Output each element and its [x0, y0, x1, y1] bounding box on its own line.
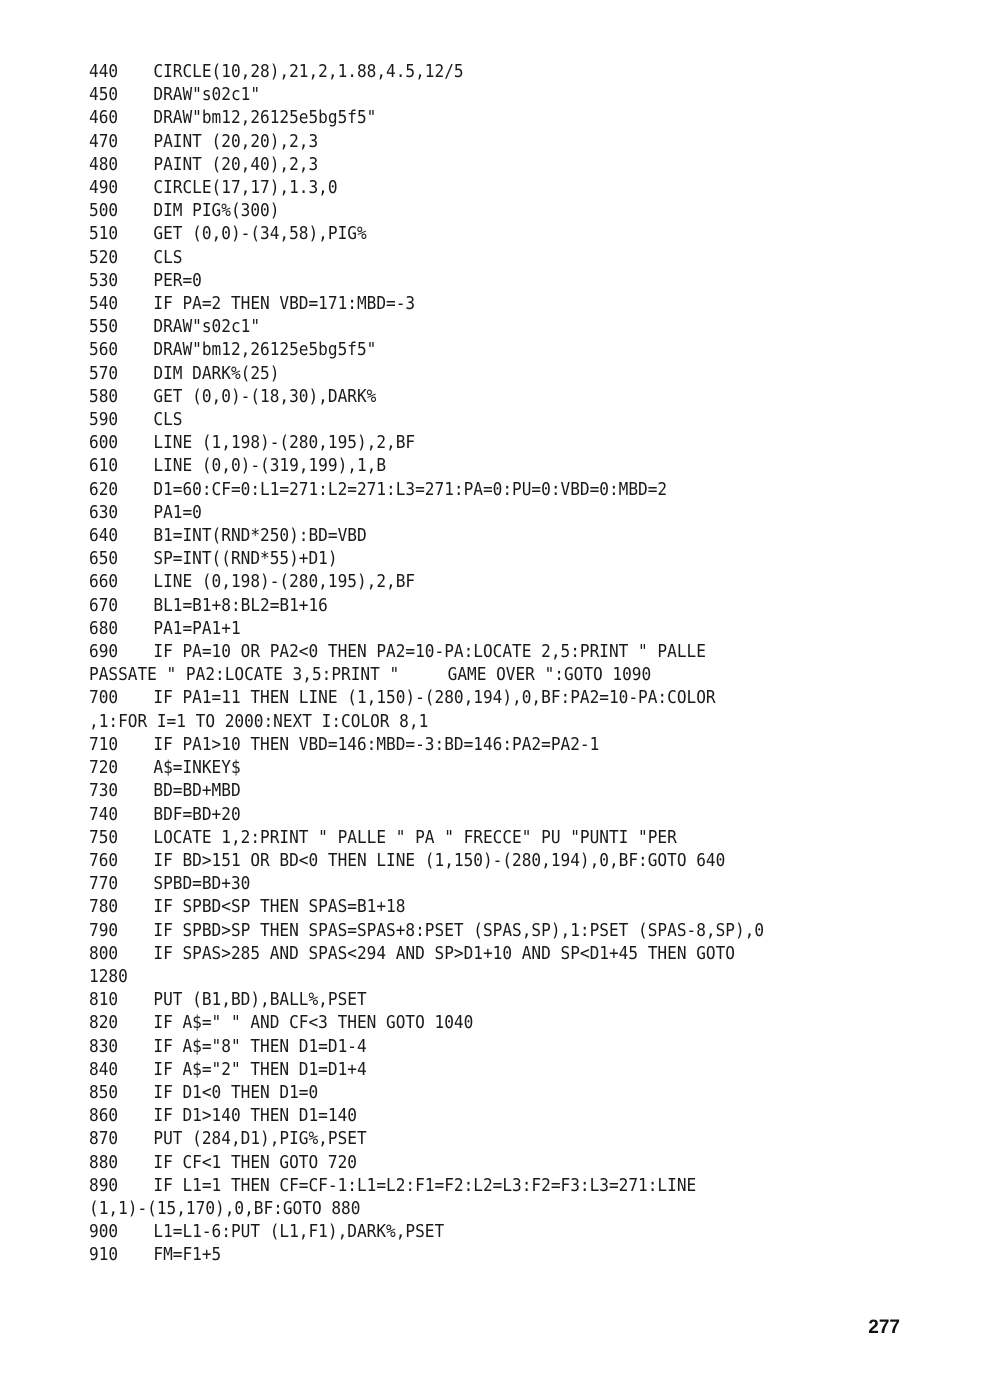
line-number: 450 [89, 85, 119, 106]
statement: IF CF<1 THEN GOTO 720 [153, 1152, 357, 1173]
statement: DRAW"bm12,26125e5bg5f5" [153, 108, 377, 129]
statement: IF D1<0 THEN D1=0 [153, 1082, 319, 1103]
line-number: 810 [89, 990, 119, 1011]
code-line [89, 641, 880, 664]
statement: LINE (0,0)-(319,199),1,B [153, 456, 387, 477]
statement: PA1=0 [153, 502, 202, 523]
code-line [89, 363, 880, 386]
code-line [89, 943, 880, 966]
statement: SP=INT((RND*55)+D1) [153, 549, 338, 570]
statement: PAINT (20,20),2,3 [153, 131, 319, 152]
line-number: 650 [89, 549, 119, 570]
statement: IF A$=" " AND CF<3 THEN GOTO 1040 [153, 1013, 474, 1034]
statement: IF SPBD>SP THEN SPAS=SPAS+8:PSET (SPAS,SP),1:PSET (SPAS-8,SP),0 [153, 920, 765, 941]
code-line [89, 1105, 880, 1128]
code-line [89, 734, 880, 757]
statement: BL1=B1+8:BL2=B1+16 [153, 595, 328, 616]
code-line [89, 479, 880, 502]
code-line [89, 432, 880, 455]
line-number: 720 [89, 758, 119, 779]
code-line [89, 1221, 880, 1244]
line-number: 730 [89, 781, 119, 802]
continuation-line [89, 1198, 880, 1221]
statement: CIRCLE(17,17),1.3,0 [153, 178, 338, 199]
code-line [89, 873, 880, 896]
code-line [89, 339, 880, 362]
line-number: 520 [89, 247, 119, 268]
line-number: 620 [89, 479, 119, 500]
statement: IF SPAS>285 AND SPAS<294 AND SP>D1+10 AND SP<D1+45 THEN GOTO [153, 943, 735, 964]
line-number: 760 [89, 850, 119, 871]
line-number: 820 [89, 1013, 119, 1034]
code-line [89, 595, 880, 618]
code-line [89, 84, 880, 107]
statement: SPBD=BD+30 [153, 874, 251, 895]
statement: L1=L1-6:PUT (L1,F1),DARK%,PSET [153, 1222, 445, 1243]
line-number: 670 [89, 595, 119, 616]
statement: IF SPBD<SP THEN SPAS=B1+18 [153, 897, 406, 918]
line-number: 570 [89, 363, 119, 384]
code-line [89, 780, 880, 803]
line-number: 530 [89, 270, 119, 291]
statement: IF PA1=11 THEN LINE (1,150)-(280,194),0,BF:PA2=10-PA:COLOR [153, 688, 716, 709]
line-number: 690 [89, 642, 119, 663]
line-number: 640 [89, 526, 119, 547]
code-line [89, 827, 880, 850]
line-number: 490 [89, 178, 119, 199]
code-line [89, 1244, 880, 1267]
code-line [89, 1128, 880, 1151]
code-line [89, 107, 880, 130]
statement: CLS [153, 410, 183, 431]
code-line [89, 687, 880, 710]
statement: IF L1=1 THEN CF=CF-1:L1=L2:F1=F2:L2=L3:F2=F3:L3=271:LINE [153, 1175, 697, 1196]
statement: LOCATE 1,2:PRINT " PALLE " PA " FRECCE" PU "PUNTI "PER [153, 827, 677, 848]
line-number: 790 [89, 920, 119, 941]
line-number: 460 [89, 108, 119, 129]
code-line [89, 154, 880, 177]
code-line [89, 1175, 880, 1198]
statement: PER=0 [153, 270, 202, 291]
code-line [89, 293, 880, 316]
line-number: 850 [89, 1082, 119, 1103]
statement: LINE (1,198)-(280,195),2,BF [153, 433, 416, 454]
line-number: 910 [89, 1245, 119, 1266]
line-number: 860 [89, 1106, 119, 1127]
statement: CLS [153, 247, 183, 268]
statement-continuation: 1280 [89, 966, 128, 987]
line-number: 610 [89, 456, 119, 477]
code-line [89, 223, 880, 246]
statement: IF D1>140 THEN D1=140 [153, 1106, 357, 1127]
line-number: 880 [89, 1152, 119, 1173]
statement: IF PA=10 OR PA2<0 THEN PA2=10-PA:LOCATE 2,5:PRINT " PALLE [153, 642, 706, 663]
statement: PUT (284,D1),PIG%,PSET [153, 1129, 367, 1150]
code-line [89, 1059, 880, 1082]
statement: FM=F1+5 [153, 1245, 222, 1266]
statement-continuation: ,1:FOR I=1 TO 2000:NEXT I:COLOR 8,1 [89, 711, 429, 732]
code-line [89, 200, 880, 223]
code-line [89, 525, 880, 548]
statement: BDF=BD+20 [153, 804, 241, 825]
code-line [89, 618, 880, 641]
statement: DIM DARK%(25) [153, 363, 280, 384]
line-number: 470 [89, 131, 119, 152]
line-number: 540 [89, 294, 119, 315]
statement: PUT (B1,BD),BALL%,PSET [153, 990, 367, 1011]
continuation-line [89, 711, 880, 734]
statement: IF BD>151 OR BD<0 THEN LINE (1,150)-(280,194),0,BF:GOTO 640 [153, 850, 726, 871]
line-number: 830 [89, 1036, 119, 1057]
statement: IF A$="8" THEN D1=D1-4 [153, 1036, 367, 1057]
line-number: 680 [89, 618, 119, 639]
line-number: 600 [89, 433, 119, 454]
line-number: 740 [89, 804, 119, 825]
statement-continuation: PASSATE " PA2:LOCATE 3,5:PRINT " GAME OVER ":GOTO 1090 [89, 665, 652, 686]
statement: DRAW"s02c1" [153, 317, 261, 338]
code-line [89, 757, 880, 780]
code-line [89, 989, 880, 1012]
line-number: 770 [89, 874, 119, 895]
line-number: 500 [89, 201, 119, 222]
line-number: 560 [89, 340, 119, 361]
statement: IF PA1>10 THEN VBD=146:MBD=-3:BD=146:PA2=PA2-1 [153, 734, 600, 755]
code-line [89, 920, 880, 943]
continuation-line [89, 664, 880, 687]
line-number: 660 [89, 572, 119, 593]
code-line [89, 409, 880, 432]
code-line [89, 316, 880, 339]
code-line [89, 896, 880, 919]
statement: GET (0,0)-(34,58),PIG% [153, 224, 367, 245]
statement: B1=INT(RND*250):BD=VBD [153, 526, 367, 547]
statement: DIM PIG%(300) [153, 201, 280, 222]
statement: GET (0,0)-(18,30),DARK% [153, 386, 377, 407]
statement: A$=INKEY$ [153, 758, 241, 779]
code-line [89, 386, 880, 409]
line-number: 750 [89, 827, 119, 848]
line-number: 700 [89, 688, 119, 709]
line-number: 480 [89, 154, 119, 175]
code-line [89, 177, 880, 200]
code-line [89, 548, 880, 571]
line-number: 780 [89, 897, 119, 918]
statement: IF A$="2" THEN D1=D1+4 [153, 1059, 367, 1080]
statement: IF PA=2 THEN VBD=171:MBD=-3 [153, 294, 416, 315]
continuation-line [89, 966, 880, 989]
statement-continuation: (1,1)-(15,170),0,BF:GOTO 880 [89, 1198, 361, 1219]
line-number: 550 [89, 317, 119, 338]
line-number: 590 [89, 410, 119, 431]
code-line [89, 571, 880, 594]
page-number: 277 [868, 1317, 900, 1338]
statement: DRAW"s02c1" [153, 85, 261, 106]
statement: DRAW"bm12,26125e5bg5f5" [153, 340, 377, 361]
code-line [89, 804, 880, 827]
code-line [89, 850, 880, 873]
line-number: 580 [89, 386, 119, 407]
statement: D1=60:CF=0:L1=271:L2=271:L3=271:PA=0:PU=0:VBD=0:MBD=2 [153, 479, 668, 500]
code-line [89, 1012, 880, 1035]
line-number: 890 [89, 1175, 119, 1196]
statement: LINE (0,198)-(280,195),2,BF [153, 572, 416, 593]
code-line [89, 1036, 880, 1059]
code-line [89, 270, 880, 293]
code-line [89, 131, 880, 154]
statement: PAINT (20,40),2,3 [153, 154, 319, 175]
code-line [89, 1082, 880, 1105]
code-line [89, 502, 880, 525]
line-number: 440 [89, 62, 119, 82]
code-line [89, 1152, 880, 1175]
line-number: 800 [89, 943, 119, 964]
line-number: 630 [89, 502, 119, 523]
statement: PA1=PA1+1 [153, 618, 241, 639]
code-line [89, 247, 880, 270]
line-number: 710 [89, 734, 119, 755]
line-number: 510 [89, 224, 119, 245]
code-line [89, 61, 880, 84]
statement: BD=BD+MBD [153, 781, 241, 802]
statement: CIRCLE(10,28),21,2,1.88,4.5,12/5 [153, 62, 464, 82]
basic-program-listing [89, 61, 880, 1268]
line-number: 900 [89, 1222, 119, 1243]
code-line [89, 455, 880, 478]
line-number: 870 [89, 1129, 119, 1150]
line-number: 840 [89, 1059, 119, 1080]
